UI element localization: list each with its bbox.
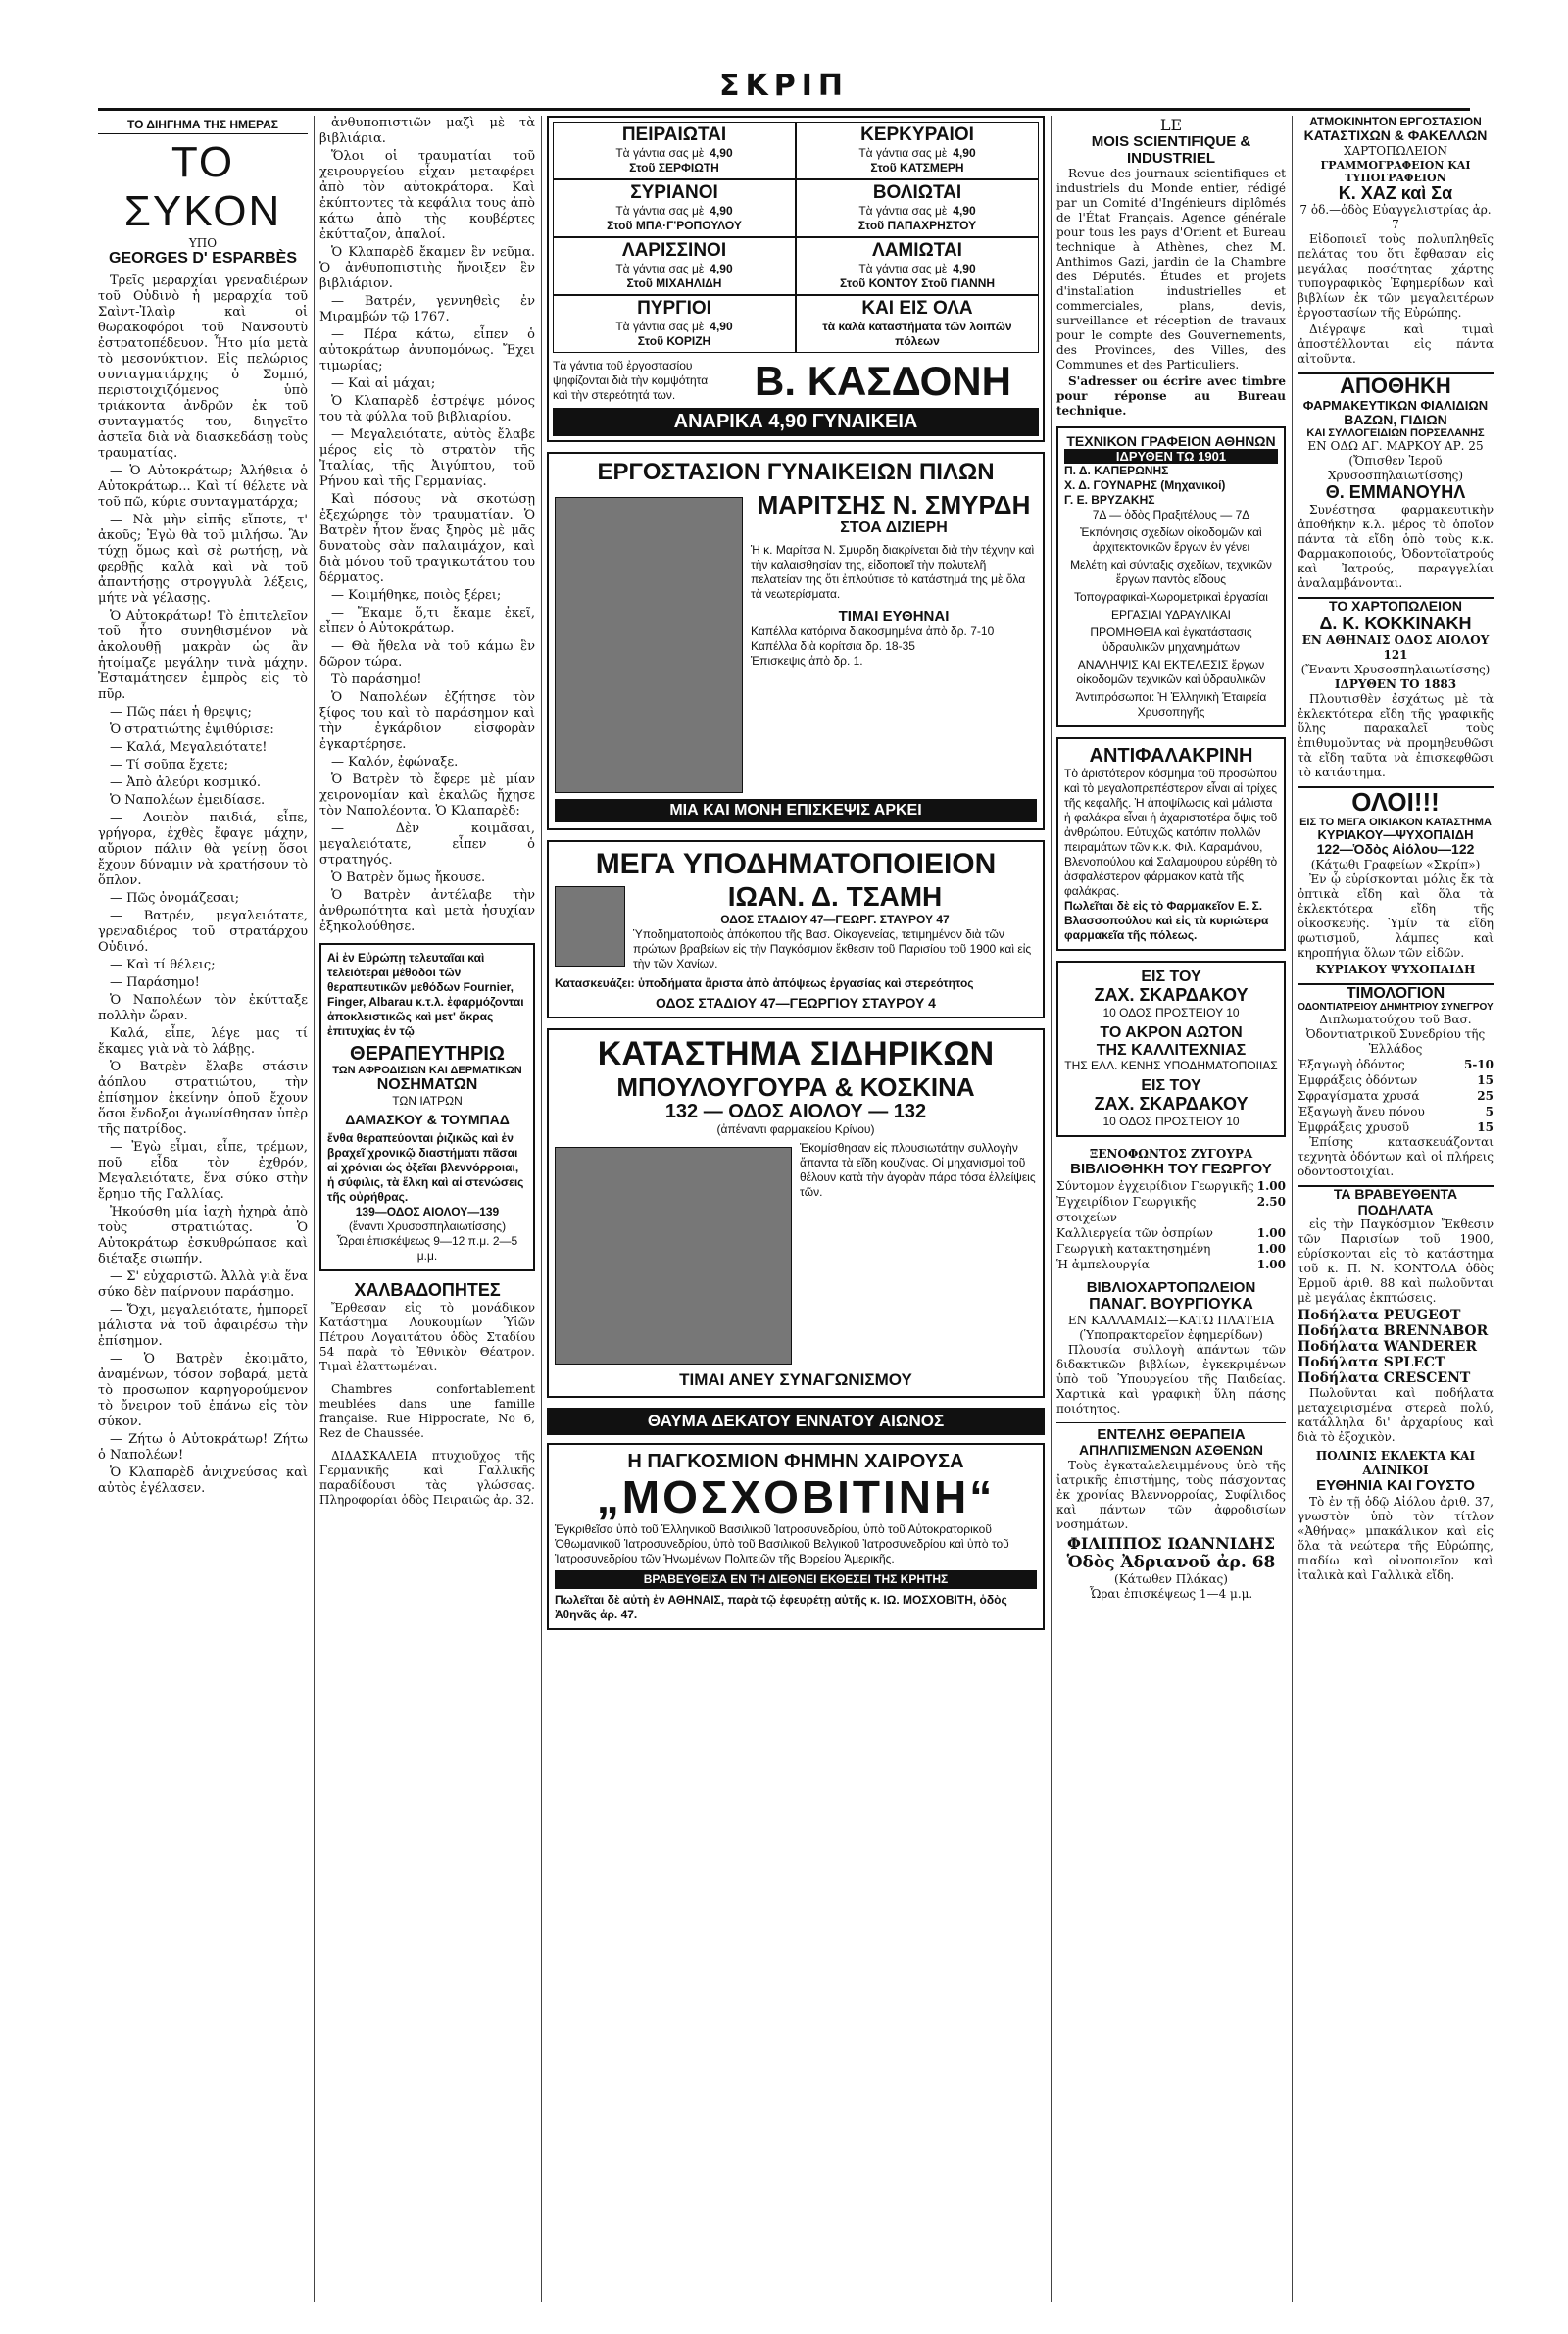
city-cell <box>553 237 796 295</box>
library-row <box>1056 1194 1286 1225</box>
pharm-title: ΑΠΟΘΗΚΗ <box>1298 372 1494 398</box>
hats-street: ΣΤΟΑ ΔΙΖΙΕΡΗ <box>840 519 948 536</box>
olo-body: Ἐν ᾧ εὑρίσκονται μόλις ἔκ τὰ ὀπτικὰ εἴδη καὶ ὅλα τὰ ἐκλεκτότερα εἴδη τῆς οἰκοσκευῆς. Ὑμίν τὰ εἴδη φωτισμοῦ, λάμπες καὶ κηροπήγια ὅλων τῶν εἰδῶν. <box>1298 871 1494 960</box>
story-paragraph: — Καὶ τί θέλεις; <box>110 958 216 972</box>
column-ads-3 <box>1298 116 1494 2302</box>
story-paragraph: — Βατρέν, γεννηθεὶς ἐν Μιραμβών τῷ 1767. <box>319 294 535 324</box>
tech-names <box>1064 464 1278 508</box>
library-price: 1.00 <box>1256 1241 1286 1256</box>
antiph-body: Τὸ ἀριστότερον κόσμημα τοῦ προσώπου καὶ τὸ μεγαλοπρεπέστερον εἶναι αἱ τρίχες τῆς κεφαλῆς. Ἡ ἀποψίλωσις καὶ μάλιστα ἡ φαλάκρα εἶναι ἡ ἀχαριστοτέρα ὄψις τοῦ ἀνθρώπου. Εὐτυχῶς κατόπιν πολλῶν πειραμάτων τῶν κ.κ. Φιλ. Καραμάνου, Βλενοπούλου καὶ Σαλαμούρου εὑρέθη τὸ ἀσφαλέστερον φάρμακον κατὰ τῆς φαλάκρας. <box>1064 767 1278 899</box>
price-label: Τὰ γάντια σας μὲ <box>858 261 948 275</box>
story-paragraph: — Πῶς ὀνομάζεσαι; <box>110 891 240 906</box>
column-divider <box>1292 116 1293 2302</box>
city-store: Στοῦ ΚΑΤΣΜΕΡΗ <box>870 160 964 174</box>
column-divider <box>541 116 542 2302</box>
price-row <box>1298 1119 1494 1135</box>
city-store: Στοῦ ΜΠΑ·Γ'ΡΟΠΟΥΛΟΥ <box>607 218 742 232</box>
skarlis1-line3: 10 ΟΔΟΣ ΠΡΟΣΤΕΙΟΥ 10 <box>1102 1006 1240 1020</box>
price-label: Τὰ γάντια σας μὲ <box>615 145 705 160</box>
tech-item: Ἐκπόνησις σχεδίων οἰκοδομῶν καὶ ἀρχιτεκτονικῶν ἔργων ἐν γένει <box>1080 525 1262 555</box>
olo-tail: ΚΥΡΙΑΚΟΥ ΨΥΧΟΠΑΙΔΗ <box>1315 962 1476 976</box>
kokk-address: ΕΝ ΑΘΗΝΑΙΣ ΟΔΟΣ ΑΙΟΛΟΥ 121 <box>1301 633 1490 663</box>
city-price: 4,90 <box>953 145 976 160</box>
service-price: 5 <box>1485 1105 1494 1119</box>
shoes-title: ΜΕΓΑ ΥΠΟΔΗΜΑΤΟΠΟΙΕΙΟΝ <box>595 848 997 881</box>
service-price: 15 <box>1477 1073 1494 1088</box>
kokk-year: ΙΔΡΥΘΕΝ ΤΟ 1883 <box>1334 677 1457 692</box>
akron-line2: ΤΗΣ ΚΑΛΛΙΤΕΧΝΙΑΣ <box>1096 1041 1247 1059</box>
city-store: Στοῦ ΜΙΧΑΗΛΙΔΗ <box>626 275 722 290</box>
tim-body: Ἐπίσης κατασκευάζονται τεχνητὰ ὀδόντων καὶ οἱ πλήρεις οδοντοστοιχίαι. <box>1298 1135 1494 1179</box>
food-body: Τὸ ἐν τῇ ὁδῷ Αἰόλου ἀριθ. 37, γνωστὸν ὑπὸ τὸν τίτλον «Ἀθήνας» μπακάλικον καὶ εἰς ὅλα τὰ νεώτερα τῆς Εὐρώπης, πιαδίω καὶ οἰνοποιεῖον καὶ ἰταλικὰ καὶ Γαλλικὰ εἴδη. <box>1298 1494 1494 1582</box>
service-price: 25 <box>1477 1089 1494 1104</box>
therapy2-address2: (Κάτωθεν Πλάκας) <box>1114 1571 1228 1586</box>
story-paragraph: Ὁ Αὐτοκράτωρ! Τὸ ἐπιτελεῖον τοῦ ἦτο συνηθισμένον νὰ ἀκολουθῇ μακρὰν ὡς ἂν ἡτοίμαζε μεγάλην τινὰ μάχην. Ἐσταμάτησεν ἐμπρὸς εἰς τὸ πῦρ. <box>98 609 308 702</box>
env-shop2: ΓΡΑΜΜΟΓΡΑΦΕΙΟΝ ΚΑΙ ΤΥΠΟΓΡΑΦΕΙΟΝ <box>1320 158 1471 184</box>
city-cell <box>796 122 1039 179</box>
skarlis2-line1: ΕΙΣ ΤΟΥ <box>1141 1077 1201 1095</box>
pharm-address: ΕΝ ΟΔΩ ΑΓ. ΜΑΡΚΟΥ ΑΡ. 25 <box>1307 439 1484 454</box>
city-price: 4,90 <box>710 319 733 333</box>
iron-address: 132 — ΟΔΟΣ ΑΙΟΛΟΥ — 132 <box>664 1101 927 1123</box>
story-paragraph: — Πέρα κάτω, εἶπεν ὁ αὐτοκράτωρ ἀνυπομόνως. Ἔχει τιμωρίας; <box>319 327 535 373</box>
service: Σφραγίσματα χρυσά <box>1298 1089 1420 1104</box>
ad-hats <box>547 452 1045 830</box>
city-price: 4,90 <box>710 203 733 218</box>
city-price: 4,90 <box>710 261 733 275</box>
story-paragraph: Ὅλοι οἱ τραυματίαι τοῦ χειρουργείου εἶχαν μεταφέρει ἀπὸ τὸν αὐτοκράτορα. Καὶ ἐκύπτοντες τὰ κεφάλια τους ἀπὸ κάτω ἀπὸ τὴς κουβέρτες ἐκύτταζον, ἀπαλοί. <box>319 149 535 242</box>
story-paragraph: — Βατρέν, μεγαλειότατε, γρεναδιέρος τοῦ στρατάρχου Οὐδινό. <box>98 909 308 955</box>
story-paragraph: — Παράσημο! <box>110 975 200 990</box>
hats-prices-title: ΤΙΜΑΙ ΕΥΘΗΝΑΙ <box>838 607 950 624</box>
hats-price-3: Ἐπισκεψις ἀπὸ δρ. 1. <box>751 653 863 668</box>
library-title: Ἐγχειρίδιον Γεωργικῆς στοιχείων <box>1056 1194 1197 1224</box>
tech-name: Γ. Ε. ΒΡΥΖΑΚΗΣ <box>1064 493 1155 508</box>
story-paragraph: — Ὄχι, μεγαλειότατε, ἡμπορεῖ μάλιστα νὰ τοῦ ἀφαιρέσω τὴν ἐπίσημον. <box>98 1303 308 1349</box>
pharm-title3: ΒΑΖΩΝ, ΓΙΔΙΩΝ <box>1344 411 1447 427</box>
city-price-row <box>557 204 792 219</box>
masthead-title: ΣΚΡΙΠ <box>719 69 849 103</box>
masthead-rule <box>98 108 1470 111</box>
city-cell <box>553 122 796 179</box>
tech-year: ΙΔΡΥΘΕΝ ΤΩ 1901 <box>1064 449 1278 464</box>
env-title: ΑΤΜΟΚΙΝΗΤΟΝ ΕΡΓΟΣΤΑΣΙΟΝ <box>1309 116 1482 128</box>
city-store: Στοῦ ΣΕΡΦΙΩΤΗ <box>629 160 719 174</box>
hats-name: ΜΑΡΙΤΣΗΣ Ν. ΣΜΥΡΔΗ <box>757 490 1031 521</box>
iron-bottom: ΤΙΜΑΙ ΑΝΕΥ ΣΥΝΑΓΩΝΙΣΜΟΥ <box>679 1370 912 1390</box>
masthead <box>0 0 1568 108</box>
story-paragraph: — Τί σοῦπα ἔχετε; <box>110 758 228 772</box>
wines-line: ΠΟΛΙΝΙΣ ΕΚΛΕΚΤΑ ΚΑΙ ΑΛΙΝΙΚΟΙ <box>1315 1449 1476 1478</box>
story-paragraph: — Μεγαλειότατε, αὐτὸς ἔλαβε μέρος εἰς τὸ στρατὸν τῆς Ἰταλίας, τῆς Ἀιγύπτου, τοῦ Ρήνου καὶ τῆς Γερμανίας. <box>319 427 535 489</box>
city-store: Στοῦ ΠΑΠΑΧΡΗΣΤΟΥ <box>858 218 977 232</box>
story-paragraph: Καὶ πόσους νὰ σκοτώσῃ ἐξεχώρησε τὸν τραυματίαν. Ὁ Βατρὲν ἦτον ἕνας ξηρὸς μὲ μᾶς δυνατοὺς σὰν παλαιμάχον, καὶ διὰ μόνου τοῦ τραγικωτάτου του δέρματος. <box>319 492 535 585</box>
halva-body: Ἔρθεσαν εἰς τὸ μονάδικον Κατάστημα Λουκουμίων Ὑἱῶν Πέτρου Λογαιτάτου ὁδὸς Σταδίου 54 παρὰ τὸ Ἐθνικὸν Θέατρον. Τιμαὶ ἐλαττωμέναι. <box>319 1300 535 1373</box>
ad-gloves <box>547 116 1045 442</box>
woman-with-mill-illustration <box>555 1147 792 1365</box>
story-paragraph: Τρεῖς μεραρχίαι γρεναδιέρων τοῦ Οὐδινὸ ἡ μεραρχία τοῦ Σαὶντ-Ἰλαὶρ καὶ οἱ θωρακοφόροι τοῦ Νανσουτὺ ἐστρατοπέδευον. Ἦτο μία μετὰ τὸ μεσονύκτιον. Εἰς πελώριος συνταγματάρχης ὁ Σομπό, περιστοιχιζόμενος ὑπὸ τριάκοντα ἀνδρῶν ἐκ τοῦ συνταγματός του, διηγεῖτο ἀστεῖα διὰ νὰ διασκεδάσῃ τοὺς τραυματίας. <box>98 273 308 461</box>
hats-price-1: Καπέλλα κατόρινα διακοσμημένα ἀπὸ δρ. 7-10 <box>751 623 995 638</box>
story-paragraph: Ὁ Βατρὲν ὅμως ἤκουσε. <box>331 870 486 885</box>
story-paragraph: — Καλόν, ἐφώναξε. <box>331 755 459 770</box>
city-price: 4,90 <box>710 145 733 160</box>
price-row <box>1298 1104 1494 1119</box>
city-name: ΒΟΛΙΩΤΑΙ <box>872 181 962 203</box>
env-end: Διέγραψε καὶ τιμαὶ ἀποστέλλονται εἰς πάντα αἰτοῦντα. <box>1298 323 1494 367</box>
env-address: 7 ὁδ.—ὁδὸς Εὐαγγελιστρίας ἀρ. 7 <box>1299 203 1492 232</box>
moscho-title: „ΜΟΣΧΟΒΙΤΙΝΗ“ <box>596 1471 996 1523</box>
city-cell <box>796 179 1039 237</box>
city-store: Στοῦ ΚΟΝΤΟΥ Στοῦ ΓΙΑΝΝΗ <box>839 275 996 290</box>
therapy-address: 139—ΟΔΟΣ ΑΙΟΛΟΥ—139 <box>355 1205 500 1219</box>
moniteur-body: Revue des journaux scientifiques et industriels du Monde entier, rédigé par un Comité d'Ingénieurs diplômés de l'État Français. Agence générale pour tous les pays d'Orient et Bureau technique à Athènes, chez M. Anthimos Gazi, jardin de la Chambre des Députés. Études et projets d'installation industrielles et commerciales, plans, devis, surveillance et réception de travaux pour le compte des Gouvernements, des Provinces, des Villes, des Communes et des Particuliers. <box>1056 167 1286 372</box>
city-price-row <box>800 262 1035 276</box>
library-title: Καλλιεργεία τῶν ὀσπρίων <box>1056 1225 1213 1240</box>
tech-item: Μελέτη καὶ σύνταξις σχεδίων, τεχνικῶν ἔργων παντὸς εἴδους <box>1070 558 1272 587</box>
moscho-top: Η ΠΑΓΚΟΣΜΙΟΝ ΦΗΜΗΝ ΧΑΙΡΟΥΣΑ <box>627 1451 964 1473</box>
tim-title: ΤΙΜΟΛΟΓΙΟΝ <box>1298 983 1494 1003</box>
pharm-sub: (Ὄπισθεν Ἱεροῦ Χρυσοσπηλαιωτίσσης) <box>1327 454 1464 483</box>
iron-sub: (ἀπέναντι φαρμακείου Κρίνου) <box>716 1122 875 1137</box>
story-paragraph: — Ἀπὸ ἀλεύρι κοσμικό. <box>110 775 262 790</box>
library-title: ΒΙΒΛΙΟΘΗΚΗ ΤΟΥ ΓΕΩΡΓΟΥ <box>1070 1161 1272 1178</box>
city-price-row <box>557 146 792 161</box>
vergou-body: Πλουσία συλλογὴ ἁπάντων τῶν διδακτικῶν βιβλίων, ἐγκεκριμένων ὑπὸ τοῦ Ὑπουργείου τῆς Παιδείας. Χαρτικὰ καὶ γραφικὴ ὕλη πάσης ποιότητος. <box>1056 1342 1286 1415</box>
skarlis2-line2: ΖΑΧ. ΣΚΑΡΔΑΚΟΥ <box>1094 1094 1249 1115</box>
shoes-body: Ὑποδηματοποιὸς ἀπόκοπου τῆς Βασ. Οἰκογενείας, τετιμημένον διὰ τῶν πρώτων βραβείων εἰς τὴν Παγκόσμιον ἔκθεσιν τοῦ Παρισίου τοῦ 1900 καὶ εἰς τὴν τῶν Χανίων. <box>633 926 1032 970</box>
olo-address2: (Κάτωθι Γραφείων «Σκρίπ») <box>1310 857 1481 871</box>
column-story <box>98 116 308 2302</box>
shoes-made: Κατασκευάζει: ὑποδήματα ἄριστα ἀπὸ ἀπόψεως ἐργασίας καὶ στερεότητος <box>555 976 974 991</box>
olo-name: ΚΥΡΙΑΚΟΥ—ΨΥΧΟΠΑΙΔΗ <box>1317 827 1474 843</box>
story-paragraph: Ὁ Βατρὲν ἔλαβε στάσιν ἀόπλου στρατιώτου, τὴν ἐπίσημον ἐκείνην ὁποῦ ἔχουν ὅσοι ἔνδοξοι ἀγωνίσθησαν ὑπὲρ τῆς πατρίδος. <box>98 1060 308 1137</box>
tim-items <box>1298 1057 1494 1135</box>
city-name: ΚΑΙ ΕΙΣ ΟΛΑ <box>861 297 973 319</box>
city-cell <box>553 295 796 353</box>
city-cell <box>553 179 796 237</box>
column-divider <box>1051 116 1052 2302</box>
story-continuation <box>319 116 535 935</box>
therapy-body: ἔνθα θεραπεύονται ῥιζικῶς καὶ ἐν βραχεῖ χρονικῷ διαστήματι πᾶσαι αἱ χρόνιαι ὡς ὀξεῖαι βλεννόρροιαι, ἡ σύφιλις, τὰ ἕλκη καὶ αἱ στενώσεις τῆς οὐρήθρας. <box>327 1131 524 1205</box>
env-name: Κ. ΧΑΖ καὶ Σα <box>1338 182 1453 203</box>
ad-moschovitini <box>547 1443 1045 1630</box>
vergou-name: ΠΑΝΑΓ. ΒΟΥΡΓΙΟΥΚΑ <box>1089 1296 1253 1314</box>
vergou-title: ΒΙΒΛΙΟΧΑΡΤΟΠΩΛΕΙΟΝ <box>1086 1278 1256 1296</box>
story-paragraph: Ὁ Ναπολέων ἐζήτησε τὸν ξίφος του καὶ τὸ παράσημον καὶ τὴν ἐγκάρδιον εἰσφορὰν ἐγκαρτέρησε. <box>319 690 535 752</box>
story-paragraph: Καλά, εἶπε, λέγε μας τί ἔκαμες γιὰ νὰ τὸ λάβῃς. <box>98 1026 308 1057</box>
therapy2-body: Τοὺς ἐγκαταλελειμμένους ὑπὸ τῆς ἰατρικῆς ἐπιστήμης, τοὺς πάσχοντας ἐκ χρονίας Βλεννορροίας, Συφίλιδος καὶ πάντων τῶν ἀφροδισίων νοσημάτων. <box>1056 1458 1286 1531</box>
tech-name: Π. Δ. ΚΑΠΕΡΩΝΗΣ <box>1064 464 1169 478</box>
price-label: Τὰ γάντια σας μὲ <box>615 261 705 275</box>
therapy-sub3: ΤΩΝ ΙΑΤΡΩΝ <box>392 1093 463 1108</box>
kokk-title: ΤΟ ΧΑΡΤΟΠΩΛΕΙΟΝ <box>1298 597 1494 614</box>
column-ads <box>547 116 1045 2302</box>
story-paragraph: — Νὰ μὴν εἰπῆς εἴποτε, τ' ἀκοῦς; Ἐγὼ θὰ τοῦ μιλήσω. Ἂν τύχῃ ὅμως καὶ σὲ ρωτήσῃ, νὰ φερθῇς καλὰ καὶ νὰ τοῦ ἀπαντήσῃς στρογγυλὰ λέξεις, μήτε νὰ γέλασῃς. <box>98 513 308 606</box>
therapy-hours: Ὧραι ἐπισκέψεως 9—12 π.μ. 2—5 μ.μ. <box>336 1234 518 1264</box>
tech-item: ΠΡΟΜΗΘΕΙΑ καὶ ἐγκατάστασις ὑδραυλικῶν μηχανημάτων <box>1090 625 1252 655</box>
bike-brand: Ποδήλατα WANDERER <box>1298 1339 1477 1356</box>
gloves-bottom: ΑΝΑΡΙΚΑ 4,90 ΓΥΝΑΙΚΕΙΑ <box>553 408 1039 436</box>
library-title: Γεωργικὴ κατακτησημένη <box>1056 1241 1211 1256</box>
moniteur-end: S'adresser ou écrire avec timbre pour réponse au Bureau technique. <box>1056 374 1286 418</box>
service: Ἐμφράξεις χρυσοῦ <box>1298 1120 1409 1135</box>
price-label: Τὰ γάντια σας μὲ <box>615 203 705 218</box>
story-paragraph: — Ὁ Βατρὲν ἐκοιμᾶτο, ἀναμένων, τόσον σοβαρά, μετὰ τὸ προσωπον καρηγορούμενον τὸ ὄνειρον τοῦ ἐπάνω εἰς τὸν σύκον. <box>98 1352 308 1429</box>
city-name: ΠΕΙΡΑΙΩΤΑΙ <box>621 124 727 145</box>
library-row <box>1056 1178 1286 1194</box>
story-body <box>98 273 308 1497</box>
halva-title: ΧΑΛΒΑΔΟΠΗΤΕΣ <box>354 1280 501 1301</box>
lessons-notice: ΔΙΔΑΣΚΑΛΕΙΑ πτυχιοῦχος τῆς Γερμανικῆς καὶ Γαλλικῆς παραδίδουσι τὰς γλώσσας. Πληροφορίαι ὁδὸς Πειραιῶς ἀρ. 32. <box>319 1448 535 1507</box>
hats-title: ΕΡΓΟΣΤΑΣΙΟΝ ΓΥΝΑΙΚΕΙΩΝ ΠΙΛΩΝ <box>597 458 995 485</box>
story-paragraph: Ὁ στρατιώτης ἐψιθύρισε: <box>110 722 274 737</box>
service: Ἐμφράξεις ὀδόντων <box>1298 1073 1418 1088</box>
price-row <box>1298 1057 1494 1072</box>
antiph-where: Πωλεῖται δὲ εἰς τὸ Φαρμακεῖον Ε. Σ. Βλασσοπούλου καὶ εἰς τὰ κυριώτερα φαρμακεῖα τῆς πόλεως. <box>1064 899 1269 943</box>
tech-items <box>1064 525 1278 687</box>
tech-item: ΕΡΓΑΣΙΑΙ ΥΔΡΑΥΛΙΚΑΙ <box>1111 608 1231 622</box>
gloves-footer: Τὰ γάντια τοῦ ἐργοστασίου ψηφίζονται διὰ τὴν κομψότητα καὶ τὴν στερεότητά των. <box>553 359 709 403</box>
tech-agents: Ἀντιπρόσωποι: Ἡ Ἑλληνικὴ Ἑταιρεία Χρυσοπηγῆς <box>1075 690 1267 720</box>
olo-sub: ΕΙΣ ΤΟ ΜΕΓΑ ΟΙΚΙΑΚΟΝ ΚΑΤΑΣΤΗΜΑ <box>1299 816 1492 828</box>
ad-shoes <box>547 840 1045 1018</box>
ad-skarlis-1 <box>1056 961 1286 1137</box>
therapy2-sub: ΑΠΗΛΠΙΣΜΕΝΩΝ ΑΣΘΕΝΩΝ <box>1078 1442 1264 1459</box>
story-author: GEORGES D' ESPARBÈS <box>109 250 297 267</box>
story-paragraph: — Ἔκαμε ὅ,τι ἔκαμε ἐκεῖ, εἶπεν ὁ Αὐτοκράτωρ. <box>319 606 535 636</box>
akron-line1: ΤΟ ΑΚΡΟΝ ΑΩΤΟΝ <box>1100 1024 1243 1042</box>
city-name: ΣΥΡΙΑΝΟΙ <box>630 181 718 203</box>
service: Ἐξαγωγὴ ὀδόντος <box>1298 1058 1405 1072</box>
tech-title: ΤΕΧΝΙΚΟΝ ΓΡΑΦΕΙΟΝ ΑΘΗΝΩΝ <box>1066 433 1276 449</box>
hats-bottom: ΜΙΑ ΚΑΙ ΜΟΝΗ ΕΠΙΣΚΕΨΙΣ ΑΡΚΕΙ <box>555 799 1037 822</box>
shoes-address: ΟΔΟΣ ΣΤΑΔΙΟΥ 47—ΓΕΩΡΓ. ΣΤΑΥΡΟΥ 47 <box>720 912 950 926</box>
therapy-sub2: ΝΟΣΗΜΑΤΩΝ <box>376 1076 478 1094</box>
vergou-address: ΕΝ ΚΑΛΛΑΜΑΙΣ—ΚΑΤΩ ΠΛΑΤΕΙΑ <box>1067 1313 1275 1327</box>
city-price-row <box>557 320 792 334</box>
gloves-brand: Β. ΚΑΣΔΟΝΗ <box>755 357 1011 404</box>
therapy2-address: Ὁδὸς Ἀδριανοῦ ἀρ. 68 <box>1066 1552 1276 1572</box>
bike-brand: Ποδήλατα PEUGEOT <box>1298 1308 1461 1324</box>
service-price: 5-10 <box>1463 1058 1494 1072</box>
city-price: 4,90 <box>953 261 976 275</box>
kokk-body: Πλουτισθὲν ἐσχάτως μὲ τὰ ἐκλεκτότερα εἴδη τῆς γραφικῆς ὕλης παρακαλεῖ τοὺς ἐπιθυμοῦντας νὰ προμηθευθῶσι τὰ εἴδη ταῦτα νὰ ἐπισκεφθῶσι τὸ κατάστημα. <box>1298 692 1494 780</box>
prize-tail: Πωλοῦνται καὶ ποδήλατα μεταχειρισμένα στερεὰ πολύ, κατάλληλα δι' ἀρχαρίους καὶ διὰ τὸ ἐξοχικὸν. <box>1298 1386 1494 1445</box>
moscho-body: Ἐγκριθεῖσα ὑπὸ τοῦ Ἑλληνικοῦ Βασιλικοῦ Ἰατροσυνεδρίου, ὑπὸ τοῦ Αὐτοκρατορικοῦ Ὀθωμανικοῦ Ἰατροσυνεδρίου, ὑπὸ τοῦ Βασιλικοῦ Βελγικοῦ Ἰατροσυνεδρίου καὶ ὑπὸ τοῦ Ἰατροσυνεδρίου τῶν Ἡνωμένων Πολιτειῶν τῆς Βορείου Ἀμερικῆς. <box>555 1521 1009 1565</box>
library-row <box>1056 1225 1286 1241</box>
price-label: Τὰ γάντια σας μὲ <box>615 319 705 333</box>
royal-crest-illustration <box>555 886 625 967</box>
iron-title: ΚΑΤΑΣΤΗΜΑ ΣΙΔΗΡΙΚΩΝ <box>597 1035 995 1073</box>
ad-ironware <box>547 1028 1045 1398</box>
skarlis2-line3: 10 ΟΔΟΣ ΠΡΟΣΤΕΙΟΥ 10 <box>1102 1115 1240 1129</box>
bike-brand: Ποδήλατα BRENNABOR <box>1298 1323 1489 1340</box>
kokk-sub: (Ἔναντι Χρυσοσπηλαιωτίσσης) <box>1300 663 1491 677</box>
price-label: Τὰ γάντια σας μὲ <box>858 203 948 218</box>
therapy-title: ΘΕΡΑΠΕΥΤΗΡΙΩ <box>350 1043 505 1065</box>
story-paragraph: — Ἐγὼ εἶμαι, εἶπε, τρέμων, ποῦ εἶδα τὸν ἐχθρόν, Μεγαλειότατε, ἕνα σύκο στὴν ἔρημο τῆς Γαλλίας. <box>98 1140 308 1202</box>
city-cell <box>796 237 1039 295</box>
city-cell <box>796 295 1039 353</box>
tech-item: Τοπογραφικαὶ-Χωρομετρικαὶ ἐργασίαι <box>1074 590 1268 605</box>
price-row <box>1298 1088 1494 1104</box>
therapy-lead: Αἱ ἐν Εὐρώπῃ τελευταῖαι καὶ τελειότεραι μέθοδοι τῶν θεραπευτικῶν μεθόδων Fournier, Finger, Albarau κ.τ.λ. ἐφαρμόζονται ἀποκλειστικῶς καὶ μετ' ἄκρας ἐπιτυχίας ἐν τῷ <box>327 951 524 1038</box>
antiph-title: ΑΝΤΙΦΑΛΑΚΡΙΝΗ <box>1089 745 1253 768</box>
hats-body: Ἡ κ. Μαρίτσα Ν. Σμυρδη διακρίνεται διὰ τὴν τέχνην καὶ τὴν καλαισθησίαν της, εἰδοποιεῖ τὴν πολυτελῆ πελατείαν της ὅτι ἐπλούτισε τὸ κατάστημά της μὲ ὅλα τὰ νεωτερίσματα. <box>751 542 1035 601</box>
city-price-row <box>800 204 1035 219</box>
wonder-banner: ΘΑΥΜΑ ΔΕΚΑΤΟΥ ΕΝΝΑΤΟΥ ΑΙΩΝΟΣ <box>547 1408 1045 1435</box>
olo-address: 122—Ὁδὸς Αἰόλου—122 <box>1316 841 1475 858</box>
story-paragraph: Ὁ Κλαπαρὲδ ἔκαμεν ἓν νεῦμα. Ὁ ἀνθυποπιστιὴς ἤνοιξεν ἓν βιβλιάριον. <box>319 245 535 291</box>
story-title: ΤΟ ΣΥΚΟΝ <box>123 138 282 235</box>
hats-price-2: Καπέλλα διὰ κορίτσια δρ. 18-35 <box>751 638 915 653</box>
skarlis1-line2: ΖΑΧ. ΣΚΑΡΔΑΚΟΥ <box>1094 985 1249 1006</box>
therapy2-hours: Ὧραι ἐπισκέψεως 1—4 μ.μ. <box>1089 1586 1253 1601</box>
bike-brand: Ποδήλατα SPLECT <box>1298 1355 1446 1371</box>
city-store: τὰ καλὰ καταστήματα τῶν λοιπῶν πόλεων <box>822 319 1012 348</box>
story-paragraph: — Καὶ αἱ μάχαι; <box>331 376 436 391</box>
city-name: ΚΕΡΚΥΡΑΙΟΙ <box>860 124 974 145</box>
tech-address: 7Δ — ὁδὸς Πραξιτέλους — 7Δ <box>1092 508 1250 522</box>
story-paragraph: Ὁ Ναπολέων ἐμειδίασε. <box>110 793 266 808</box>
env-shop: ΧΑΡΤΟΠΩΛΕΙΟΝ <box>1343 143 1448 158</box>
story-paragraph: Ὁ Κλαπαρὲδ ἀνιχνεύσας καὶ αὐτὸς ἐγέλασεν. <box>98 1465 308 1496</box>
kokk-name: Δ. Κ. ΚΟΚΚΙΝΑΚΗ <box>1319 613 1472 633</box>
library-price: 1.00 <box>1256 1225 1286 1240</box>
city-store: Στοῦ ΚΟΡΙΖΗ <box>637 333 711 348</box>
pharm-name: Θ. ΕΜΜΑΝΟΥΗΛ <box>1325 482 1466 503</box>
story-paragraph: Ὁ Κλαπαρὲδ ἐστρέψε μόνος του τὰ φύλλα τοῦ βιβλιαρίου. <box>319 394 535 424</box>
pharm-title4: ΚΑΙ ΣΥΛΛΟΓΕΙΔΙΩΝ ΠΟΡΣΕΛΑΝΗΣ <box>1306 427 1485 440</box>
moscho-band: ΒΡΑΒΕΥΘΕΙΣΑ ΕΝ ΤΗ ΔΙΕΘΝΕΙ ΕΚΘΕΣΕΙ ΤΗΣ ΚΡΗΤΗΣ <box>555 1570 1037 1589</box>
column-ads-2 <box>1056 116 1286 2302</box>
ad-therapeutirio <box>319 943 535 1271</box>
city-price: 4,90 <box>953 203 976 218</box>
moniteur-title: MOIS SCIENTIFIQUE & INDUSTRIEL <box>1091 133 1251 167</box>
library-price: 1.00 <box>1256 1257 1286 1271</box>
vergou-sub: (Ὑποπρακτορεῖον ἐφημερίδων) <box>1079 1327 1263 1342</box>
shoes-footer: ΟΔΟΣ ΣΤΑΔΙΟΥ 47—ΓΕΩΡΓΙΟΥ ΣΤΑΥΡΟΥ 4 <box>656 995 936 1012</box>
service: Ἐξαγωγὴ ἄνευ πόνου <box>1298 1105 1425 1119</box>
story-paragraph: Τὸ παράσημο! <box>331 672 422 687</box>
skarlis1-line1: ΕΙΣ ΤΟΥ <box>1141 968 1201 986</box>
iron-body: Ἐκομίσθησαν εἰς πλουσιωτάτην συλλογὴν ἅπαντα τὰ εἴδη κουζίνας. Οἱ μηχανισμοὶ τοῦ θέλουν κατὰ τὴν ἀγορὰν πάρα τόσα ἐλλείψεις τῶν. <box>800 1141 1036 1200</box>
city-price-row <box>800 146 1035 161</box>
column-story-cont <box>319 116 535 2302</box>
pharm-body: Συνέστησα φαρμακευτικὴν ἀποθήκην κ.λ. μέρος τὸ ὁποῖον πάντα τὰ εἴδη ὁπὸ τοὺς κ.κ. Φαρμακοποιούς, Ὀδοντοϊατρούς καὶ Ἰατρούς, παραγγελίαι ἀναλαμβάνονται. <box>1298 503 1494 591</box>
story-by: ΥΠΟ <box>188 236 218 250</box>
story-paragraph: — Σ' εὐχαριστῶ. Ἀλλὰ γιὰ ἕνα σύκο δὲν παίρνουν παράσημο. <box>98 1269 308 1300</box>
story-paragraph: — Ζήτω ὁ Αὐτοκράτωρ! Ζήτω ὁ Ναπολέων! <box>98 1432 308 1463</box>
story-paragraph: — Καλά, Μεγαλειότατε! <box>110 740 268 755</box>
env-body: Εἰδοποιεῖ τοὺς πολυπληθεῖς πελάτας του ὅτι ἔφθασαν εἰς μεγάλας ποσότητας χάρτης τυπογραφικὸς Ἐφημερίδων καὶ βιβλίων ἐκ τῶν μεγαλειτέρων ἐργοστασίων τῆς Εὐρώπης. <box>1298 232 1494 321</box>
story-paragraph: — Θὰ ἤθελα νὰ τοῦ κάμω ἓν δῶρον τώρα. <box>319 639 535 670</box>
story-paragraph: ἀνθυποπιστιῶν μαζὶ μὲ τὰ βιβλιάρια. <box>319 116 535 146</box>
therapy-doctors: ΔΑΜΑΣΚΟΥ & ΤΟΥΜΠΑΔ <box>345 1111 510 1127</box>
city-name: ΠΥΡΓΙΟΙ <box>637 297 711 319</box>
therapy-address2: (ἔναντι Χρυσοσπηλαιωτίσσης) <box>348 1219 507 1234</box>
xen-zygoura: ΞΕΝΟΦΩΝΤΟΣ ΖΥΓΟΥΡΑ <box>1089 1147 1253 1162</box>
pharm-title2: ΦΑΡΜΑΚΕΥΤΙΚΩΝ ΦΙΑΛΙΔΙΩΝ <box>1302 397 1489 413</box>
shoes-name: ΙΩΑΝ. Δ. ΤΣΑΜΗ <box>727 880 943 912</box>
moscho-sale: Πωλεῖται δὲ αὐτὴ ἐν ΑΘΗΝΑΙΣ, παρὰ τῷ ἐφευρέτῃ αὐτῆς κ. ΙΩ. ΜΟΣΧΟΒΙΤΗ, ὁδὸς Ἀθηνᾶς ἀρ. 47. <box>555 1592 1007 1621</box>
service-price: 15 <box>1477 1120 1494 1135</box>
city-name: ΛΑΡΙΣΣΙΝΟΙ <box>621 239 727 261</box>
gloves-cities-grid <box>553 122 1039 353</box>
therapy2-name: ΦΙΛΙΠΠΟΣ ΙΩΑΝΝΙΔΗΣ <box>1066 1533 1276 1553</box>
tech-name: Χ. Δ. ΓΟΥΝΑΡΗΣ (Μηχανικοί) <box>1064 478 1226 493</box>
moniteur-le: LE <box>1159 116 1183 134</box>
rooms-notice: Chambres confortablement meublées dans une famille française. Rue Hippocrate, No 6, Rez de Chaussée. <box>319 1381 535 1440</box>
story-paragraph: — Κοιμήθηκε, ποιὸς ξέρει; <box>331 588 502 603</box>
price-row <box>1298 1072 1494 1088</box>
story-paragraph: — Ὁ Αὐτοκράτωρ; Ἀλήθεια ὁ Αὐτοκράτωρ... Καὶ τί θέλετε νὰ τοῦ πῶ, κύριε συνταγματάρχα; <box>98 464 308 510</box>
city-name: ΛΑΜΙΩΤΑΙ <box>872 239 962 261</box>
section-label: ΤΟ ΔΙΗΓΗΜΑ ΤΗΣ ΗΜΕΡΑΣ <box>98 116 308 134</box>
story-paragraph: Ὁ Βατρὲν ἀντέλαβε τὴν ἀνθρωπότητα καὶ μετὰ ἡσυχίαν ἐξηκολούθησε. <box>319 888 535 934</box>
library-title: Ἡ ἀμπελουργία <box>1056 1257 1150 1271</box>
story-paragraph: Ὁ Βατρὲν τὸ ἔφερε μὲ μίαν χειρονομίαν καὶ ἐκαλῶς ἤχησε τὸν Ναπολέοντα. Ὁ Κλαπαρὲδ: <box>319 772 535 819</box>
prize-body: εἰς τὴν Παγκόσμιον Ἔκθεσιν τῶν Παρισίων τοῦ 1900, εὑρίσκονται εἰς τὸ κατάστημα τοῦ κ. Π. Ν. ΚΟΝΤΟΛΑ ὁδὸς Ἑρμοῦ ἀριθ. 88 καὶ πωλοῦνται μὲ μεγάλας ἐκπτώσεις. <box>1298 1217 1494 1306</box>
akron-line3: ΤΗΣ ΕΛΛ. ΚΕΝΗΣ ΥΠΟΔΗΜΑΤΟΠΟΙΙΑΣ <box>1064 1059 1278 1073</box>
env-title2: ΚΑΤΑΣΤΙΧΩΝ & ΦΑΚΕΛΛΩΝ <box>1303 127 1488 144</box>
story-paragraph: — Δὲν κοιμᾶσαι, μεγαλειότατε, εἶπεν ὁ στρατηγός. <box>319 821 535 868</box>
food-title: ΕΥΘΗΝΙΑ ΚΑΙ ΓΟΥΣΤΟ <box>1316 1477 1475 1495</box>
iron-name: ΜΠΟΥΛΟΥΓΟΥΡΑ & ΚΟΣΚΙΝΑ <box>616 1071 975 1102</box>
tim-sub: Διπλωματούχου τοῦ Βασ. Ὀδοντιατρικοῦ Συνεδρίου τῆς Ἑλλάδος <box>1305 1013 1486 1057</box>
library-price: 2.50 <box>1256 1194 1286 1209</box>
library-row <box>1056 1257 1286 1272</box>
library-items <box>1056 1178 1286 1272</box>
therapy2-title: ΕΝΤΕΛΗΣ ΘΕΡΑΠΕΙΑ <box>1056 1422 1286 1444</box>
library-price: 1.00 <box>1256 1178 1286 1193</box>
tech-item: ΑΝΑΛΗΨΙΣ ΚΑΙ ΕΚΤΕΛΕΣΙΣ ἔργων οἰκοδομῶν τεχνικῶν καὶ ὑδραυλικῶν <box>1076 658 1266 687</box>
hat-lady-illustration <box>555 497 743 793</box>
tim-title2: ΟΔΟΝΤΙΑΤΡΕΙΟΥ ΔΗΜΗΤΡΙΟΥ ΣΥΝΕΓΡΟΥ <box>1298 1002 1494 1014</box>
therapy-sub1: ΤΩΝ ΑΦΡΟΔΙΣΙΩΝ ΚΑΙ ΔΕΡΜΑΤΙΚΩΝ <box>332 1065 522 1076</box>
ad-antiphalakrini <box>1056 737 1286 951</box>
story-paragraph: — Πῶς πάει ἡ θρεψις; <box>110 705 252 720</box>
olo-title: ΟΛΟΙ!!! <box>1298 786 1494 817</box>
prize-title: ΤΑ ΒΡΑΒΕΥΘΕΝΤΑ ΠΟΔΗΛΑΤΑ <box>1298 1185 1494 1217</box>
price-label: Τὰ γάντια σας μὲ <box>858 145 948 160</box>
city-price-row <box>557 262 792 276</box>
story-paragraph: Ἠκούσθη μία ἰαχὴ ἠχηρὰ ἀπὸ τοὺς στρατιώτας. Ὁ Αὐτοκράτωρ ἐσκυθρώπασε καὶ διέταξε σιωπήν. <box>98 1205 308 1266</box>
library-row <box>1056 1241 1286 1257</box>
ad-tech-office <box>1056 426 1286 727</box>
bike-brand: Ποδήλατα CRESCENT <box>1298 1370 1471 1387</box>
bike-list <box>1298 1308 1494 1386</box>
story-paragraph: Ὁ Ναπολέων τὸν ἐκύτταξε πολλὴν ὥραν. <box>98 993 308 1023</box>
story-paragraph: — Λοιπὸν παιδιά, εἶπε, γρήγορα, ἐχθὲς ἔφαγε μάχην, αὔριον πάλιν θὰ γείνῃ ὅσοι ἔχουν δύναμιν νὰ κρατήσουν τὸ ὅπλον. <box>98 811 308 888</box>
library-title: Σύντομον ἐγχειρίδιον Γεωργικῆς <box>1056 1178 1254 1193</box>
column-divider <box>314 116 315 2302</box>
